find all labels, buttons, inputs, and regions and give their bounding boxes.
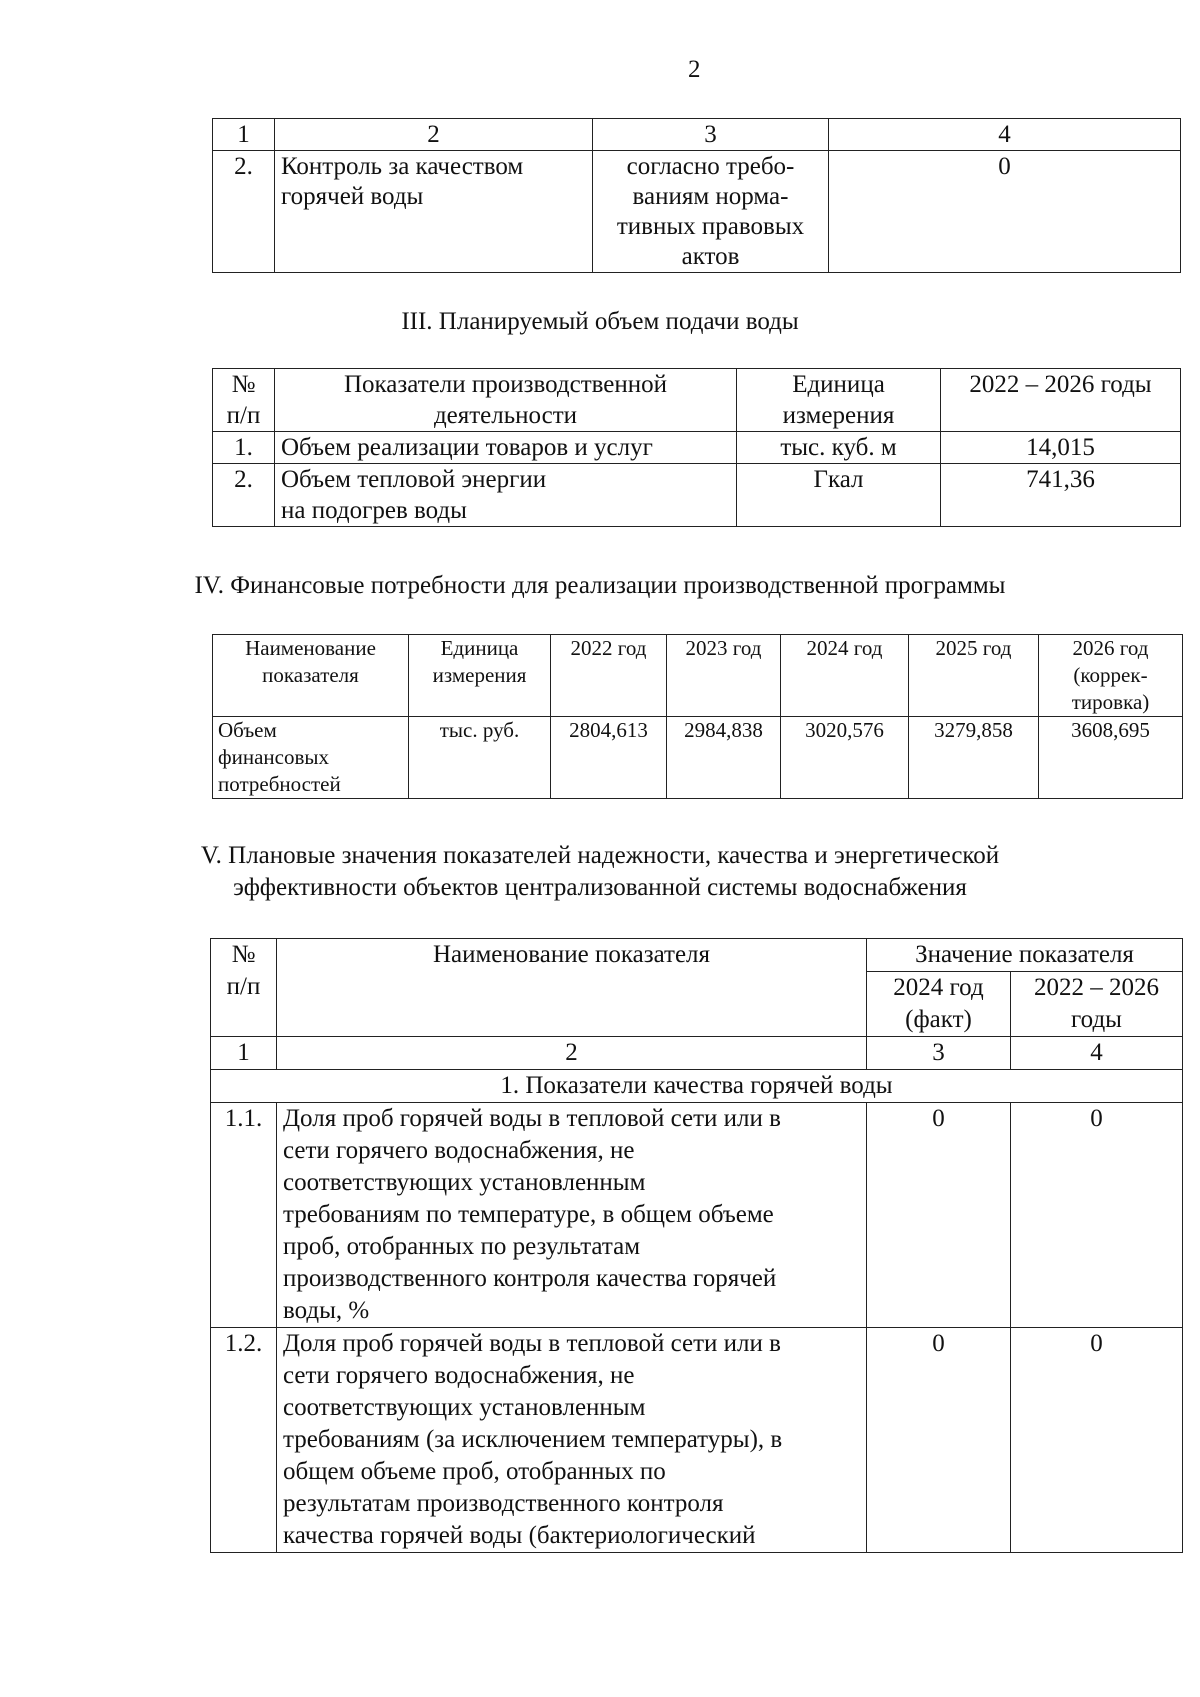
row-number: 2. <box>213 151 275 273</box>
header-line: № <box>231 941 256 968</box>
row-name-line: Объем <box>218 718 277 742</box>
table-header-row <box>213 369 1181 432</box>
row-name-line: сети горячего водоснабжения, не <box>283 1362 635 1389</box>
table-header-row <box>213 635 1183 717</box>
header-fact <box>867 972 1011 1037</box>
row-name-line: потребностей <box>218 772 341 796</box>
column-number: 1 <box>213 119 275 151</box>
row-name-line: общем объеме проб, отобранных по <box>283 1458 666 1485</box>
header-line: Наименование <box>245 636 376 660</box>
header-line: 2022 – 2026 <box>1034 974 1159 1001</box>
row-number: 1. <box>213 432 275 464</box>
row-name <box>275 464 737 527</box>
water-supply-volume-table <box>212 368 1181 527</box>
row-number: 2. <box>213 464 275 527</box>
header-line: Единица <box>440 636 519 660</box>
column-number: 3 <box>867 1037 1011 1070</box>
table-row <box>211 1103 1183 1328</box>
header-line: измерения <box>432 663 527 687</box>
header-unit <box>409 635 551 717</box>
header-indicator: Наименование показателя <box>277 939 867 1037</box>
row-name: Объем реализации товаров и услуг <box>275 432 737 464</box>
header-line: тировка) <box>1071 690 1150 714</box>
row-unit: тыс. куб. м <box>737 432 941 464</box>
requirement-line: актов <box>681 243 740 270</box>
header-indicator <box>213 635 409 717</box>
section-5-title-line: эффективности объектов централизованной системы водоснабжения <box>233 874 967 901</box>
row-number: 1.2. <box>211 1328 277 1553</box>
requirement-line: ваниям норма- <box>632 183 789 210</box>
row-name-line: требованиям (за исключением температуры), в <box>283 1426 783 1453</box>
table-row <box>213 464 1181 527</box>
column-number: 4 <box>1011 1037 1183 1070</box>
row-name-line: производственного контроля качества горячей <box>283 1265 777 1292</box>
column-number: 4 <box>829 119 1181 151</box>
row-fact: 0 <box>867 1328 1011 1553</box>
row-name <box>213 717 409 799</box>
header-line: деятельности <box>433 402 578 429</box>
row-value-2025: 3279,858 <box>909 717 1039 799</box>
row-number: 1.1. <box>211 1103 277 1328</box>
row-name <box>277 1328 867 1553</box>
row-name-line: проб, отобранных по результатам <box>283 1233 641 1260</box>
row-fact: 0 <box>867 1103 1011 1328</box>
reliability-indicators-table <box>210 938 1183 1553</box>
quality-control-table <box>212 118 1181 273</box>
requirement-line: тивных правовых <box>616 213 805 240</box>
row-name-line: Доля проб горячей воды в тепловой сети или в <box>283 1105 781 1132</box>
row-unit: тыс. руб. <box>409 717 551 799</box>
header-line: (факт) <box>905 1006 972 1033</box>
header-line: (коррек- <box>1073 663 1148 687</box>
row-name-line: соответствующих установленным <box>283 1169 646 1196</box>
row-value-2022: 2804,613 <box>551 717 667 799</box>
group-row <box>211 1070 1183 1103</box>
header-line: Единица <box>792 371 885 398</box>
header-line: 2024 год <box>893 974 984 1001</box>
row-name-line: Объем тепловой энергии <box>281 466 547 493</box>
row-value: 14,015 <box>941 432 1181 464</box>
column-number: 2 <box>275 119 593 151</box>
row-name-line: результатам производственного контроля <box>283 1490 724 1517</box>
header-plan <box>1011 972 1183 1037</box>
row-name-line: Контроль за качеством <box>281 153 524 180</box>
header-unit <box>737 369 941 432</box>
table-row <box>213 151 1181 273</box>
table-row <box>213 432 1181 464</box>
requirement-line: согласно требо- <box>626 153 795 180</box>
header-number <box>213 369 275 432</box>
table-row <box>213 717 1183 799</box>
header-number <box>211 939 277 1037</box>
row-name-line: финансовых <box>218 745 329 769</box>
row-requirement <box>593 151 829 273</box>
header-period: 2022 – 2026 годы <box>941 369 1181 432</box>
section-3-title: III. Планируемый объем подачи воды <box>401 308 799 335</box>
header-line: измерения <box>782 402 895 429</box>
row-name-line: Доля проб горячей воды в тепловой сети или в <box>283 1330 781 1357</box>
row-name-line: воды, % <box>283 1297 370 1324</box>
table-header-row <box>213 119 1181 151</box>
section-5-title <box>0 840 1200 904</box>
row-name-line: качества горячей воды (бактериологический <box>283 1522 756 1549</box>
table-header-row <box>211 939 1183 972</box>
row-name <box>277 1103 867 1328</box>
header-line: годы <box>1071 1006 1122 1033</box>
row-value: 0 <box>829 151 1181 273</box>
header-line: 2026 год <box>1072 636 1149 660</box>
page-number: 2 <box>688 56 701 83</box>
header-line: показателя <box>262 663 359 687</box>
row-name-line: горячей воды <box>281 183 424 210</box>
header-year-2025: 2025 год <box>909 635 1039 717</box>
column-number: 2 <box>277 1037 867 1070</box>
row-value-2026: 3608,695 <box>1039 717 1183 799</box>
section-5-title-line: V. Плановые значения показателей надежности, качества и энергетической <box>200 842 1000 869</box>
section-4-title: IV. Финансовые потребности для реализации производственной программы <box>194 572 1006 599</box>
table-row <box>211 1328 1183 1553</box>
header-line: № <box>231 371 256 398</box>
row-plan: 0 <box>1011 1328 1183 1553</box>
column-number: 3 <box>593 119 829 151</box>
financial-needs-table <box>212 634 1183 799</box>
header-year-2026 <box>1039 635 1183 717</box>
header-line: п/п <box>226 973 261 1000</box>
header-indicator <box>275 369 737 432</box>
row-name <box>275 151 593 273</box>
row-plan: 0 <box>1011 1103 1183 1328</box>
header-line: п/п <box>226 402 261 429</box>
row-name-line: сети горячего водоснабжения, не <box>283 1137 635 1164</box>
row-value-2024: 3020,576 <box>781 717 909 799</box>
row-name-line: соответствующих установленным <box>283 1394 646 1421</box>
group-title: 1. Показатели качества горячей воды <box>211 1070 1183 1103</box>
row-name-line: требованиям по температуре, в общем объеме <box>283 1201 774 1228</box>
row-value: 741,36 <box>941 464 1181 527</box>
header-year-2023: 2023 год <box>667 635 781 717</box>
row-value-2023: 2984,838 <box>667 717 781 799</box>
header-value-group: Значение показателя <box>867 939 1183 972</box>
row-unit: Гкал <box>737 464 941 527</box>
header-year-2022: 2022 год <box>551 635 667 717</box>
column-numbers-row <box>211 1037 1183 1070</box>
column-number: 1 <box>211 1037 277 1070</box>
header-line: Показатели производственной <box>343 371 668 398</box>
row-name-line: на подогрев воды <box>281 497 467 524</box>
header-year-2024: 2024 год <box>781 635 909 717</box>
